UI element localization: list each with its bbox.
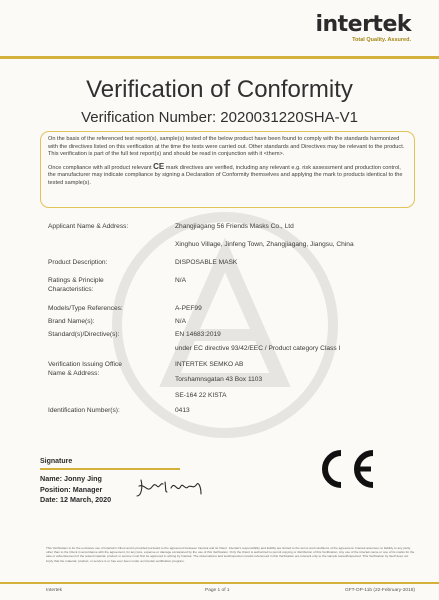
office-street: Torshamnsgatan 43 Box 1103 — [175, 376, 263, 383]
handwritten-signature — [135, 474, 205, 500]
signatory-info — [40, 474, 111, 506]
intro-paragraph-2-end: mark directives are verified, including any relevant e.g. risk assessment and production control, the manufacturer may indicate compliance by signing a Declaration of Conformity themselves and applying the mark to products identical to the tested sample(s). — [48, 164, 403, 186]
standards-directive: under EC directive 93/42/EEC / Product category Class I — [175, 345, 341, 352]
ratings-value: N/A — [175, 277, 186, 284]
office-name: INTERTEK SEMKO AB — [175, 361, 244, 368]
disclaimer-note: This Verification is for the exclusive use of Intertek's Client and is provided pursuant to the agreement between Intertek and its Client. Intertek's responsibility and liability are limited to the terms and conditions of the agreement. Intertek assumes no liability to any party, other than to the Client in accordance with the agreement, for any loss, expense or damage occasioned by the use of this Verification. Only the Client is authorized to permit copying or distribution of this Verification. Any use of the Intertek name or one of its marks for the sale or advertisement of the tested material, product or service must first be approved in writing by Intertek. The observations and test/inspection results referenced in this Verification are relevant only to the sample tested/inspected. This Verification by itself does not imply that the material, product, or service is or has ever been under an Intertek certification program. — [46, 546, 415, 563]
brand-value: N/A — [175, 318, 186, 325]
logo-wordmark: intertek — [315, 12, 411, 37]
brand-label: Brand Name(s): — [48, 318, 95, 325]
models-label: Models/Type References: — [48, 305, 123, 312]
intro-paragraph-1: On the basis of the referenced test report(s), sample(s) tested of the below product have been found to comply with the standards harmonized with the directives listed on this verification at the time the tests were carried out. Other standards and Directives may be relevant to the product. This verification is part of the full test report(s) and should be read in conjunction with it <them>. — [48, 136, 405, 158]
identification-value: 0413 — [175, 407, 190, 414]
standards-label: Standard(s)/Directive(s): — [48, 331, 120, 338]
ce-inline-icon: CE — [153, 161, 165, 171]
verification-number: Verification Number: 2020031220SHA-V1 — [81, 109, 358, 126]
signature-heading: Signature — [40, 458, 180, 470]
identification-label: Identification Number(s): — [48, 407, 120, 414]
signatory-name: Name: Jonny Jing — [40, 474, 102, 483]
page-title: Verification of Conformity — [86, 76, 353, 103]
footer-divider — [0, 582, 439, 584]
standards-value: EN 14683:2019 — [175, 331, 221, 338]
signature-date: Date: 12 March, 2020 — [40, 495, 112, 504]
applicant-address: Xinghuo Village, Jinfeng Town, Zhangjiagang, Jiangsu, China — [175, 241, 354, 248]
applicant-name: Zhangjiagang 56 Friends Masks Co., Ltd — [175, 223, 294, 230]
intro-box — [40, 131, 415, 208]
product-value: DISPOSABLE MASK — [175, 259, 238, 266]
intertek-logo — [315, 14, 411, 43]
header-divider — [0, 56, 439, 59]
signatory-position: Position: Manager — [40, 484, 103, 494]
office-city: SE-164 22 KISTA — [175, 392, 227, 399]
footer-form-code: GFT-OP-11b (22-February-2018) — [344, 588, 415, 593]
ce-mark-icon — [313, 447, 379, 491]
logo-tagline: Total Quality. Assured. — [352, 37, 411, 43]
intro-paragraph-2-start: Once compliance with all product relevant — [48, 164, 152, 171]
intro-paragraph-2 — [48, 163, 407, 188]
applicant-label: Applicant Name & Address: — [48, 223, 129, 230]
office-label: Verification Issuing Office Name & Address: — [48, 361, 122, 377]
ratings-label: Ratings & Principle Characteristics: — [48, 277, 104, 293]
footer-company: Intertek — [46, 588, 62, 593]
footer-page-number: Page 1 of 1 — [205, 588, 230, 593]
models-value: A-PEF99 — [175, 305, 202, 312]
product-label: Product Description: — [48, 259, 108, 266]
